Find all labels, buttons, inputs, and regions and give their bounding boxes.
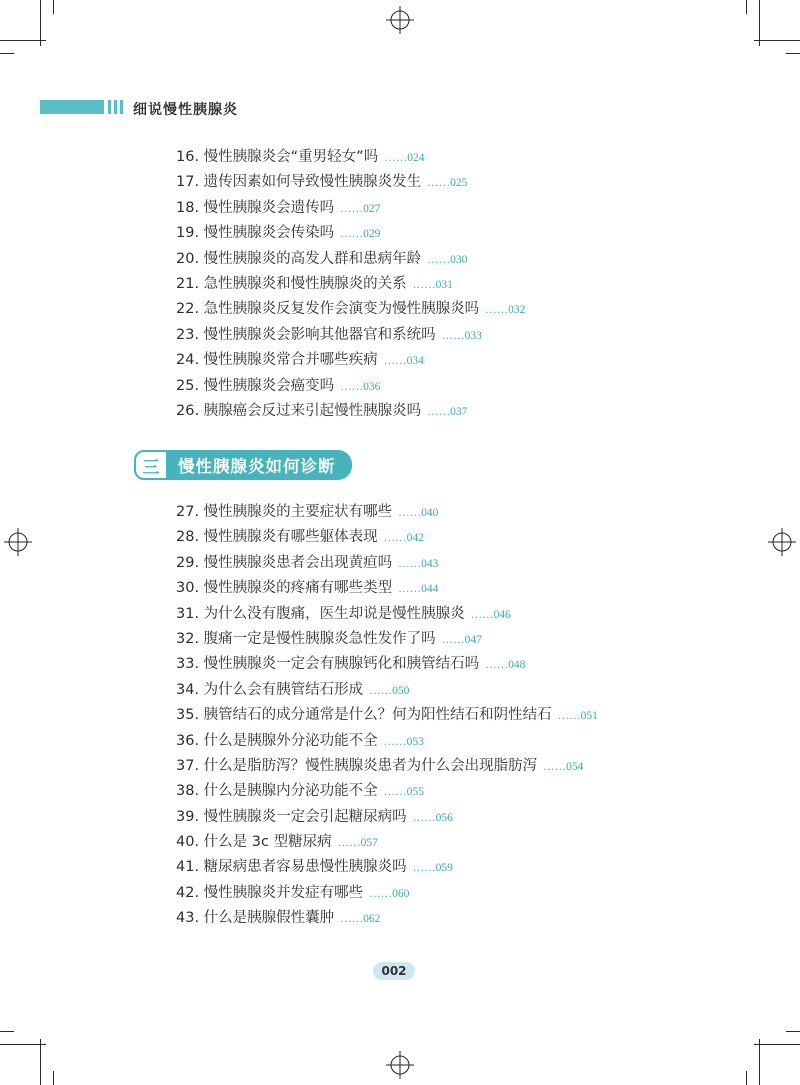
crop-mark xyxy=(746,0,747,14)
toc-item-page: ……040 xyxy=(398,507,439,519)
crop-mark xyxy=(40,0,41,46)
toc-item-page: ……030 xyxy=(427,253,468,266)
toc-item-title: 什么是胰腺假性囊肿 xyxy=(203,910,335,927)
toc-item-title: 为什么会有胰管结石形成 xyxy=(203,681,364,698)
toc-item-page: ……031 xyxy=(412,278,453,291)
toc-item-page: ……029 xyxy=(340,228,381,241)
registration-mark-icon xyxy=(386,6,414,34)
toc-item-number: 22. xyxy=(176,301,200,318)
toc-item-title: 慢性胰腺炎会遗传吗 xyxy=(203,199,335,216)
toc-item-page: ……060 xyxy=(369,887,410,900)
toc-item-title: 什么是胰腺内分泌功能不全 xyxy=(203,783,378,800)
toc-item[interactable] xyxy=(176,652,776,677)
toc-item-number: 33. xyxy=(176,656,200,673)
toc-item-title: 急性胰腺炎和慢性胰腺炎的关系 xyxy=(203,275,407,292)
crop-mark xyxy=(53,0,54,14)
toc-item-title: 慢性胰腺炎会影响其他器官和系统吗 xyxy=(203,326,436,343)
toc-item-number: 37. xyxy=(176,757,200,774)
toc-item-title: 腹痛一定是慢性胰腺炎急性发作了吗 xyxy=(203,630,436,647)
toc-item-page: ……059 xyxy=(412,862,453,875)
toc-item-page: ……057 xyxy=(337,837,378,850)
toc-item-page: ……062 xyxy=(340,913,381,926)
toc-item-page: ……051 xyxy=(557,710,598,723)
toc-item-number: 28. xyxy=(176,529,200,546)
toc-item[interactable] xyxy=(176,145,776,170)
toc-item-page: ……032 xyxy=(485,304,526,317)
toc-item-number: 24. xyxy=(176,352,200,369)
toc-item-number: 32. xyxy=(176,630,200,647)
toc-item-title: 慢性胰腺炎一定会有胰腺钙化和胰管结石吗 xyxy=(203,656,480,673)
toc-item[interactable] xyxy=(176,272,776,297)
toc-list xyxy=(176,145,776,424)
toc-item-title: 慢性胰腺炎患者会出现黄疸吗 xyxy=(203,554,393,571)
toc-item[interactable] xyxy=(176,374,776,399)
crop-mark xyxy=(786,1031,800,1032)
toc-item[interactable] xyxy=(176,348,776,373)
registration-mark-icon xyxy=(386,1051,414,1079)
toc-item[interactable] xyxy=(176,576,776,601)
toc-item-number: 17. xyxy=(176,174,200,191)
toc-item[interactable] xyxy=(176,678,776,703)
toc-item[interactable] xyxy=(176,551,776,576)
section-title: 慢性胰腺炎如何诊断 xyxy=(168,450,352,480)
toc-item-page: ……027 xyxy=(340,202,381,215)
toc-item-page: ……054 xyxy=(543,760,584,773)
toc-item-title: 慢性胰腺炎的疼痛有哪些类型 xyxy=(203,580,393,597)
toc-item-number: 25. xyxy=(176,377,200,394)
toc-item-title: 什么是胰腺外分泌功能不全 xyxy=(203,732,378,749)
toc-item[interactable] xyxy=(176,247,776,272)
toc-item-page: ……025 xyxy=(427,177,468,190)
toc-item-number: 41. xyxy=(176,859,200,876)
toc-item-number: 20. xyxy=(176,250,200,267)
running-header-title: 细说慢性胰腺炎 xyxy=(133,102,238,118)
toc-item[interactable] xyxy=(176,779,776,804)
toc-item-page: ……042 xyxy=(383,532,424,545)
toc-item-title: 慢性胰腺炎有哪些躯体表现 xyxy=(203,529,378,546)
toc-item-title: 胰腺癌会反过来引起慢性胰腺炎吗 xyxy=(203,402,422,419)
toc-item-number: 26. xyxy=(176,402,200,419)
toc-item-title: 慢性胰腺炎会“重男轻女”吗 xyxy=(203,149,379,165)
toc-item[interactable] xyxy=(176,906,776,931)
toc-item[interactable] xyxy=(176,703,776,728)
toc-item-number: 35. xyxy=(176,707,200,724)
toc-list xyxy=(176,500,776,932)
toc-item-page: ……043 xyxy=(398,557,439,570)
toc-item-number: 39. xyxy=(176,808,200,825)
toc-item-number: 30. xyxy=(176,580,200,597)
toc-item-page: ……033 xyxy=(441,329,482,342)
crop-mark xyxy=(754,40,800,41)
toc-item-number: 36. xyxy=(176,732,200,749)
crop-mark xyxy=(746,1071,747,1085)
toc-item-page: ……034 xyxy=(383,355,424,368)
toc-item[interactable] xyxy=(176,855,776,880)
toc-item-number: 40. xyxy=(176,834,200,851)
toc-item-page: ……055 xyxy=(383,786,424,799)
toc-item-title: 为什么没有腹痛，医生却说是慢性胰腺炎 xyxy=(203,605,465,622)
crop-mark xyxy=(754,1044,800,1045)
toc-item[interactable] xyxy=(176,170,776,195)
toc-item-number: 16. xyxy=(176,149,200,165)
toc-item[interactable] xyxy=(176,525,776,550)
toc-item[interactable] xyxy=(176,881,776,906)
toc-item[interactable] xyxy=(176,602,776,627)
crop-mark xyxy=(0,1031,14,1032)
toc-item-title: 慢性胰腺炎并发症有哪些 xyxy=(203,884,364,901)
toc-item-title: 什么是 3c 型糖尿病 xyxy=(203,834,332,851)
toc-item-title: 慢性胰腺炎会传染吗 xyxy=(203,225,335,242)
toc-item-page: ……044 xyxy=(398,583,439,596)
toc-item-title: 糖尿病患者容易患慢性胰腺炎吗 xyxy=(203,859,407,876)
page-number: 002 xyxy=(373,962,415,980)
toc-item-page: ……048 xyxy=(485,659,526,672)
toc-item-number: 43. xyxy=(176,910,200,927)
section-heading xyxy=(134,449,352,481)
toc-item[interactable] xyxy=(176,805,776,830)
toc-item-title: 遗传因素如何导致慢性胰腺炎发生 xyxy=(203,174,422,191)
toc-item-title: 慢性胰腺炎的主要症状有哪些 xyxy=(203,504,393,520)
toc-item-number: 23. xyxy=(176,326,200,343)
toc-item-page: ……053 xyxy=(383,735,424,748)
toc-item-number: 29. xyxy=(176,554,200,571)
toc-item-number: 27. xyxy=(176,504,200,520)
section-number: 三 xyxy=(134,450,168,480)
toc-item-number: 18. xyxy=(176,199,200,216)
toc-item-title: 慢性胰腺炎会癌变吗 xyxy=(203,377,335,394)
crop-mark xyxy=(0,53,14,54)
header-accent-tick xyxy=(114,100,117,114)
toc-item[interactable] xyxy=(176,754,776,779)
toc-item-page: ……037 xyxy=(427,405,468,418)
toc-item[interactable] xyxy=(176,399,776,424)
toc-item-title: 什么是脂肪泻？慢性胰腺炎患者为什么会出现脂肪泻 xyxy=(203,757,538,774)
toc-item-number: 38. xyxy=(176,783,200,800)
toc-item[interactable] xyxy=(176,830,776,855)
crop-mark xyxy=(53,1071,54,1085)
toc-item[interactable] xyxy=(176,297,776,322)
toc-item[interactable] xyxy=(176,500,776,525)
toc-item[interactable] xyxy=(176,729,776,754)
header-accent-tick xyxy=(108,100,111,114)
toc-item-page: ……036 xyxy=(340,380,381,393)
toc-item-page: ……050 xyxy=(369,684,410,697)
crop-mark xyxy=(759,0,760,46)
toc-item-number: 19. xyxy=(176,225,200,242)
toc-item-page: ……056 xyxy=(412,811,453,824)
toc-item-title: 慢性胰腺炎常合并哪些疾病 xyxy=(203,352,378,369)
toc-item[interactable] xyxy=(176,196,776,221)
toc-item-number: 31. xyxy=(176,605,200,622)
header-accent-tick xyxy=(120,100,123,114)
header-accent-bar xyxy=(40,100,104,114)
toc-item-title: 胰管结石的成分通常是什么？何为阳性结石和阴性结石 xyxy=(203,707,552,724)
registration-mark-icon xyxy=(4,528,32,556)
toc-item-number: 42. xyxy=(176,884,200,901)
crop-mark xyxy=(759,1039,760,1085)
toc-item-title: 急性胰腺炎反复发作会演变为慢性胰腺炎吗 xyxy=(203,301,480,318)
crop-mark xyxy=(786,53,800,54)
toc-item[interactable] xyxy=(176,221,776,246)
toc-item-number: 34. xyxy=(176,681,200,698)
toc-item-page: ……047 xyxy=(441,633,482,646)
toc-item-number: 21. xyxy=(176,275,200,292)
toc-item[interactable] xyxy=(176,627,776,652)
toc-item-title: 慢性胰腺炎一定会引起糖尿病吗 xyxy=(203,808,407,825)
toc-item-title: 慢性胰腺炎的高发人群和患病年龄 xyxy=(203,250,422,267)
toc-item-page: ……024 xyxy=(384,152,425,164)
toc-item[interactable] xyxy=(176,323,776,348)
crop-mark xyxy=(40,1039,41,1085)
toc-item-page: ……046 xyxy=(470,608,511,621)
